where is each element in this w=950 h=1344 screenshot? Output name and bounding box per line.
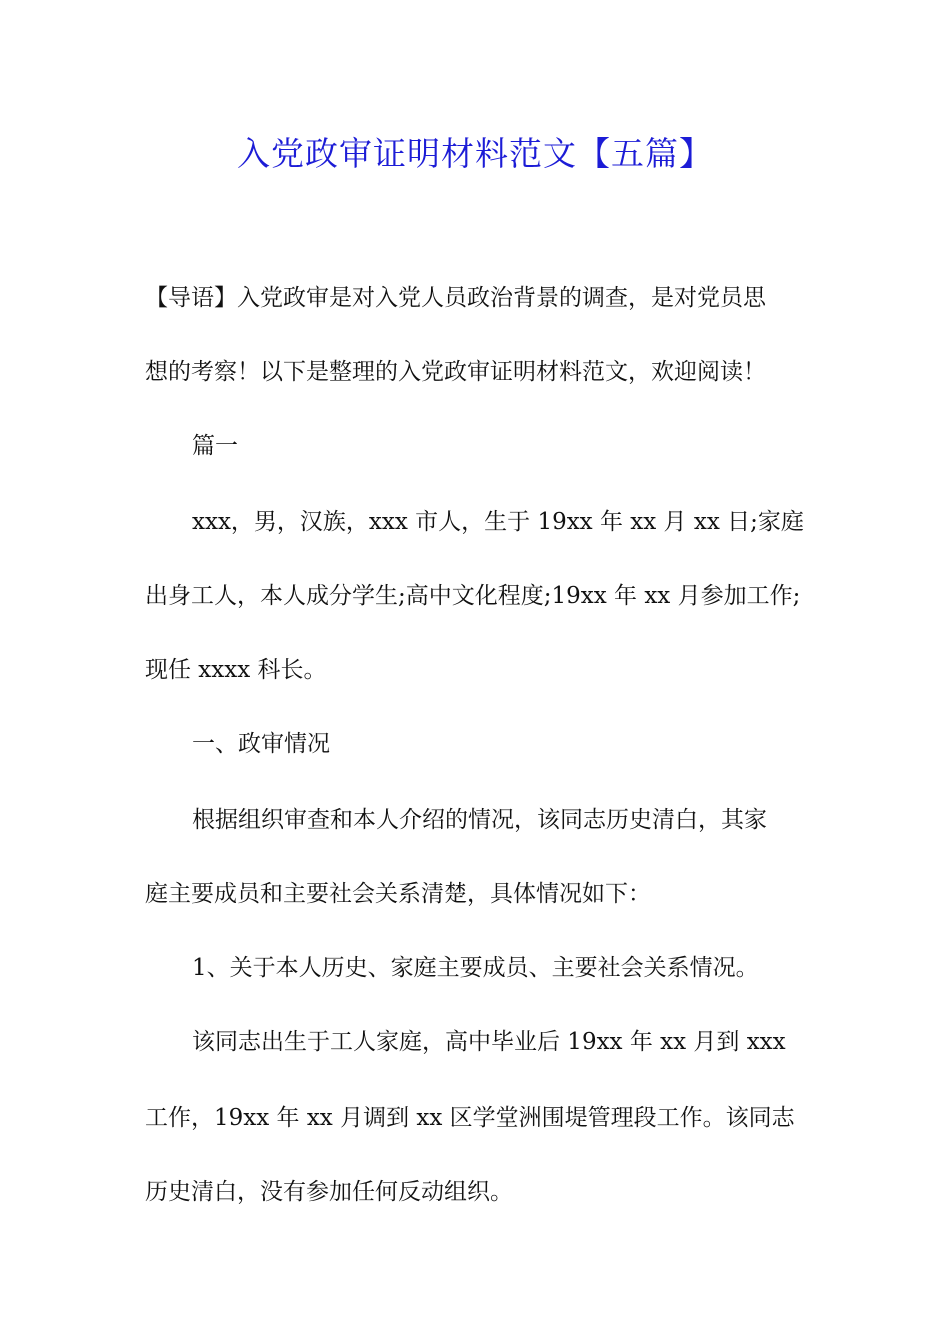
document-title: 入党政审证明材料范文【五篇】 [237, 134, 713, 173]
numbered-item-1: 1、关于本人历史、家庭主要成员、主要社会关系情况。 [192, 955, 759, 981]
paragraph-line: 工作，19xx 年 xx 月调到 xx 区学堂洲围堤管理段工作。该同志 [145, 1105, 795, 1131]
intro-line-2: 想的考察！以下是整理的入党政审证明材料范文，欢迎阅读！ [145, 359, 766, 385]
section-heading-part-one: 篇一 [192, 433, 238, 459]
subheading-review-status: 一、政审情况 [192, 731, 330, 757]
paragraph-line: 历史清白，没有参加任何反动组织。 [145, 1179, 513, 1205]
paragraph-line: 根据组织审查和本人介绍的情况，该同志历史清白，其家 [192, 807, 767, 833]
paragraph-line: xxx，男，汉族，xxx 市人，生于 19xx 年 xx 月 xx 日;家庭 [192, 509, 804, 535]
paragraph-line: 出身工人，本人成分学生;高中文化程度;19xx 年 xx 月参加工作; [145, 583, 801, 609]
paragraph-line: 庭主要成员和主要社会关系清楚，具体情况如下： [145, 881, 651, 907]
paragraph-line: 现任 xxxx 科长。 [145, 657, 327, 683]
paragraph-line: 该同志出生于工人家庭，高中毕业后 19xx 年 xx 月到 xxx [192, 1029, 786, 1055]
intro-line-1: 【导语】入党政审是对入党人员政治背景的调查，是对党员思 [145, 285, 766, 311]
